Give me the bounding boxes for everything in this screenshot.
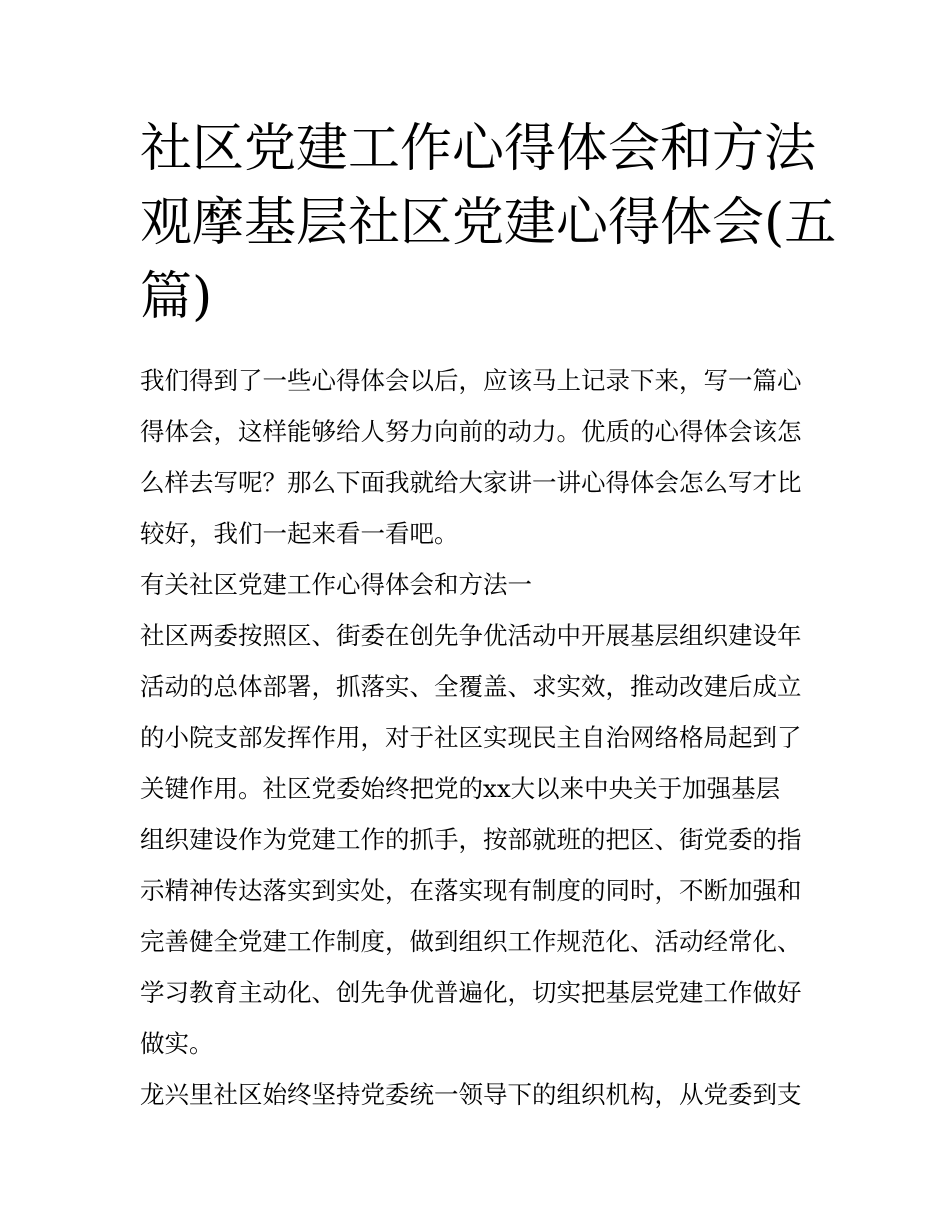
title-line: 篇)	[140, 267, 213, 327]
title-line: 观摩基层社区党建心得体会(五	[140, 193, 837, 253]
section-heading: 有关社区党建工作心得体会和方法一	[140, 570, 532, 599]
body-line: 较好，我们一起来看一看吧。	[140, 519, 459, 548]
body-line: 的小院支部发挥作用，对于社区实现民主自治网络格局起到了	[140, 723, 802, 752]
body-line: 活动的总体部署，抓落实、全覆盖、求实效，推动改建后成立	[140, 672, 802, 701]
body-line: 完善健全党建工作制度，做到组织工作规范化、活动经常化、	[140, 927, 802, 956]
body-line: 社区两委按照区、街委在创先争优活动中开展基层组织建设年	[140, 621, 802, 650]
title-line: 社区党建工作心得体会和方法	[140, 119, 817, 179]
body-line: 做实。	[140, 1029, 214, 1058]
body-line: 学习教育主动化、创先争优普遍化，切实把基层党建工作做好	[140, 978, 802, 1007]
body-line: 么样去写呢？那么下面我就给大家讲一讲心得体会怎么写才比	[140, 468, 802, 497]
body-line: 得体会，这样能够给人努力向前的动力。优质的心得体会该怎	[140, 417, 802, 446]
body-line: 关键作用。社区党委始终把党的xx大以来中央关于加强基层	[140, 774, 781, 803]
body-line: 我们得到了一些心得体会以后，应该马上记录下来，写一篇心	[140, 366, 802, 395]
body-line: 龙兴里社区始终坚持党委统一领导下的组织机构，从党委到支	[140, 1080, 802, 1109]
document-title	[140, 112, 837, 334]
document-body	[140, 355, 820, 1120]
body-line: 组织建设作为党建工作的抓手，按部就班的把区、街党委的指	[140, 825, 802, 854]
body-line: 示精神传达落实到实处，在落实现有制度的同时，不断加强和	[140, 876, 802, 905]
